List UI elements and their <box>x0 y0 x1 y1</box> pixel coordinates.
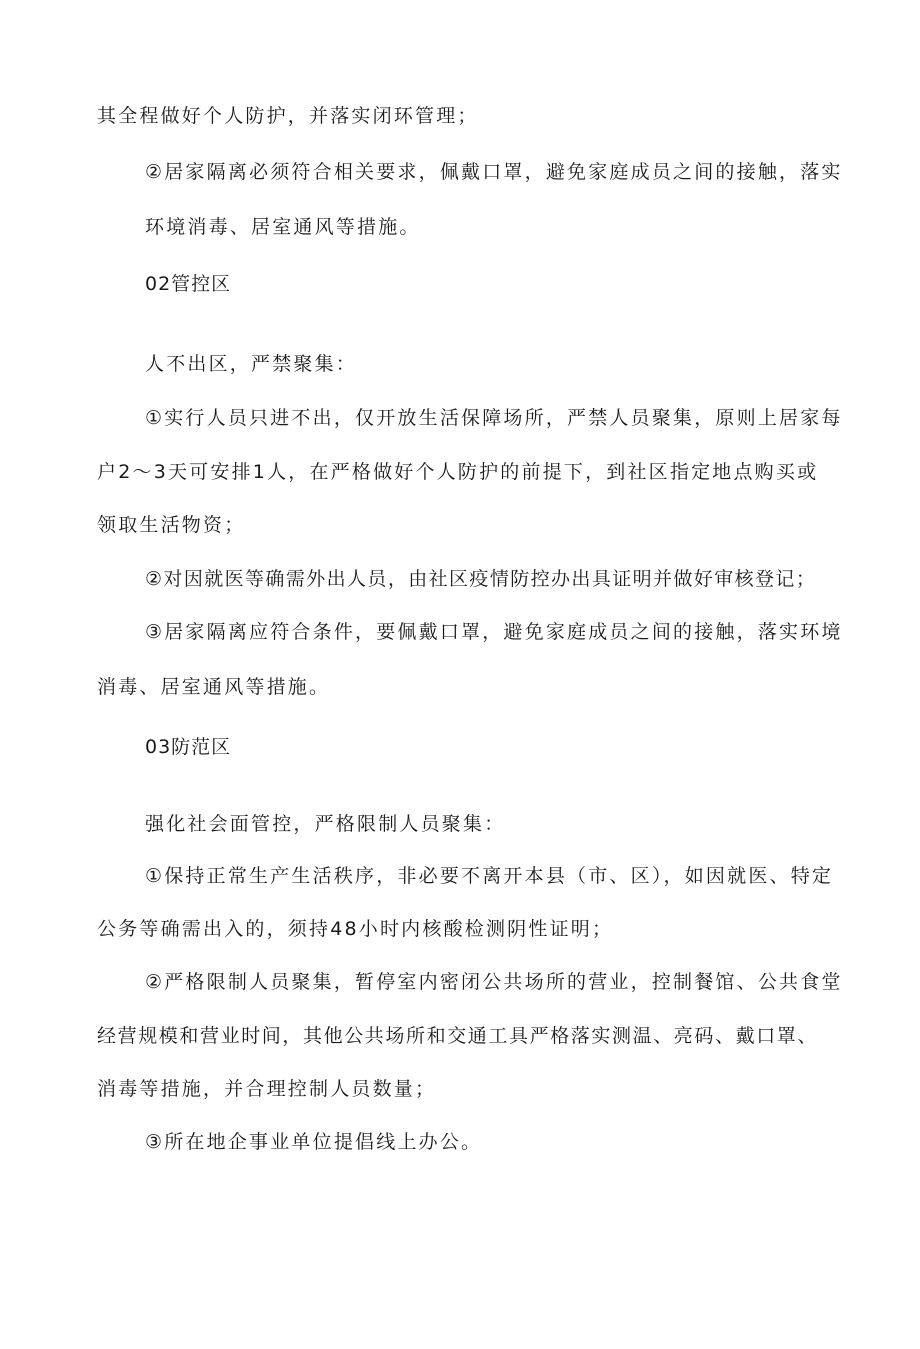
text-line: 环境消毒、居室通风等措施。 <box>145 216 421 238</box>
text-line: 人不出区，严禁聚集： <box>145 353 358 375</box>
text-line: 消毒、居室通风等措施。 <box>97 676 331 698</box>
text-line: 领取生活物资； <box>97 514 246 536</box>
text-line: 强化社会面管控，严格限制人员聚集： <box>145 813 506 835</box>
section-heading-management-zone: 02管控区 <box>145 273 232 295</box>
text-line: 户2～3天可安排1人，在严格做好个人防护的前提下，到社区指定地点购买或 <box>97 461 819 483</box>
text-line: ③居家隔离应符合条件，要佩戴口罩，避免家庭成员之间的接触，落实环境 <box>145 621 843 643</box>
text-line: 公务等确需出入的，须持48小时内核酸检测阴性证明； <box>97 918 614 940</box>
text-line: ②居家隔离必须符合相关要求，佩戴口罩，避免家庭成员之间的接触，落实 <box>145 161 843 183</box>
text-line: ②严格限制人员聚集，暂停室内密闭公共场所的营业，控制餐馆、公共食堂 <box>145 971 843 993</box>
text-line: 经营规模和营业时间，其他公共场所和交通工具严格落实测温、亮码、戴口罩、 <box>97 1025 819 1047</box>
text-line: 其全程做好个人防护，并落实闭环管理； <box>97 105 479 127</box>
text-line: ③所在地企事业单位提倡线上办公。 <box>145 1131 483 1153</box>
section-heading-prevention-zone: 03防范区 <box>145 736 232 758</box>
text-line: ②对因就医等确需外出人员，由社区疫情防控办出具证明并做好审核登记； <box>145 568 817 590</box>
text-line: ①保持正常生产生活秩序，非必要不离开本县（市、区），如因就医、特定 <box>145 865 834 887</box>
text-line: ①实行人员只进不出，仅开放生活保障场所，严禁人员聚集，原则上居家每 <box>145 407 843 429</box>
text-line: 消毒等措施，并合理控制人员数量； <box>97 1078 437 1100</box>
